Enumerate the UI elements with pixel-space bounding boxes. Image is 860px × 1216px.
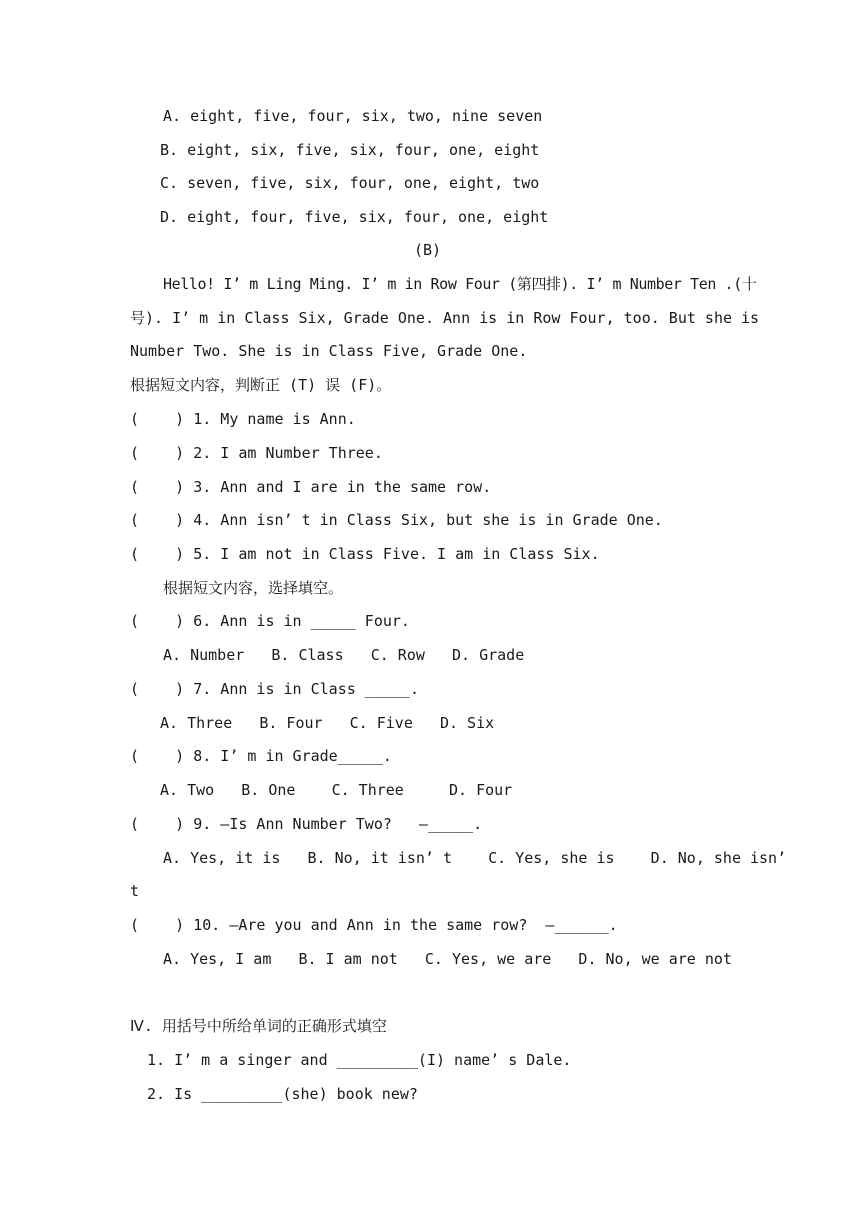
question-9: ( ) 9. —Is Ann Number Two? —_____. bbox=[130, 815, 483, 833]
question-9-options: A. Yes, it is B. No, it isn’ t C. Yes, she is D. No, she isn’ bbox=[163, 849, 787, 867]
question-10-options: A. Yes, I am B. I am not C. Yes, we are D. No, we are not bbox=[163, 950, 732, 968]
question-7: ( ) 7. Ann is in Class _____. bbox=[130, 680, 419, 698]
section-b-heading: (B) bbox=[414, 241, 442, 259]
question-8-options: A. Two B. One C. Three D. Four bbox=[160, 781, 513, 799]
passage-line-1: Hello! I’ m Ling Ming. I’ m in Row Four (第四排). I’ m Number Ten .(十 bbox=[163, 275, 757, 293]
tf-instruction: 根据短文内容，判断正 (T) 误 (F)。 bbox=[130, 376, 392, 394]
tf-item-1: ( ) 1. My name is Ann. bbox=[130, 410, 356, 428]
question-9-options-wrap: t bbox=[130, 882, 140, 900]
option-a: A. eight, five, four, six, two, nine seven bbox=[163, 107, 543, 125]
passage-line-2: 号). I’ m in Class Six, Grade One. Ann is in Row Four, too. But she is bbox=[130, 309, 760, 327]
section-iv-item-1: 1. I’ m a singer and _________(I) name’ s Dale. bbox=[147, 1051, 572, 1069]
tf-item-5: ( ) 5. I am not in Class Five. I am in Class Six. bbox=[130, 545, 600, 563]
section-iv-item-2: 2. Is _________(she) book new? bbox=[147, 1085, 418, 1103]
tf-item-4: ( ) 4. Ann isn’ t in Class Six, but she is in Grade One. bbox=[130, 511, 663, 529]
passage-line-3: Number Two. She is in Class Five, Grade One. bbox=[130, 342, 528, 360]
question-8: ( ) 8. I’ m in Grade_____. bbox=[130, 747, 392, 765]
question-10: ( ) 10. —Are you and Ann in the same row? —______. bbox=[130, 916, 618, 934]
tf-item-3: ( ) 3. Ann and I are in the same row. bbox=[130, 478, 492, 496]
question-6: ( ) 6. Ann is in _____ Four. bbox=[130, 612, 410, 630]
option-b: B. eight, six, five, six, four, one, eight bbox=[160, 141, 540, 159]
section-iv-heading: Ⅳ. 用括号中所给单词的正确形式填空 bbox=[130, 1017, 387, 1035]
question-7-options: A. Three B. Four C. Five D. Six bbox=[160, 714, 495, 732]
tf-item-2: ( ) 2. I am Number Three. bbox=[130, 444, 383, 462]
option-d: D. eight, four, five, six, four, one, eight bbox=[160, 208, 549, 226]
question-6-options: A. Number B. Class C. Row D. Grade bbox=[163, 646, 525, 664]
option-c: C. seven, five, six, four, one, eight, two bbox=[160, 174, 540, 192]
mc-instruction: 根据短文内容，选择填空。 bbox=[163, 579, 344, 597]
